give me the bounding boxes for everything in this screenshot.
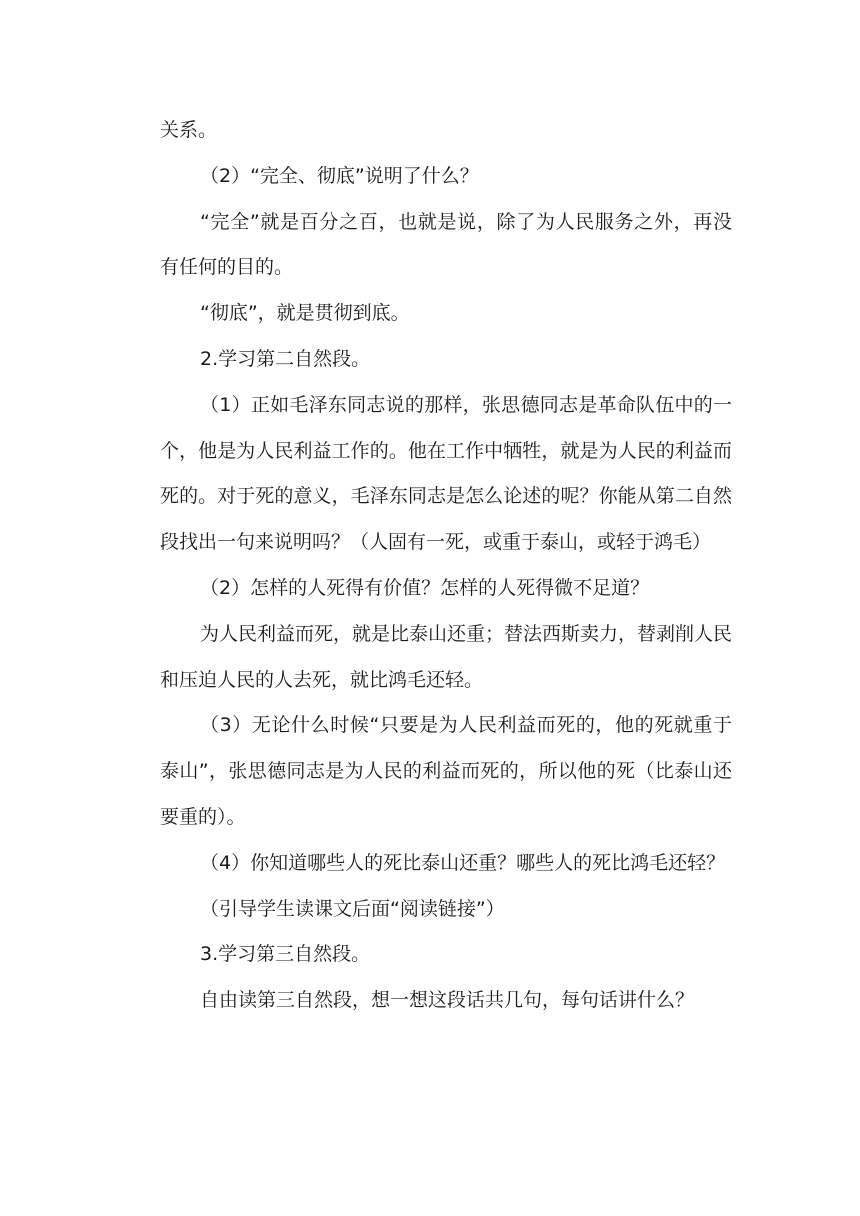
section-heading-2: 2.学习第二自然段。 xyxy=(200,347,371,370)
question-2-section-2: （2）怎样的人死得有价值？怎样的人死得微不足道？ xyxy=(200,576,650,599)
answer-value-of-death: 为人民利益而死，就是比泰山还重；替法西斯卖力，替剥削人民和压迫人民的人去死，就比鸿毛还轻。 xyxy=(160,622,733,691)
document-page xyxy=(160,108,732,1024)
reading-link-note: （引导学生读课文后面“阅读链接”） xyxy=(200,897,505,920)
answer-complete: “完全”就是百分之百，也就是说，除了为人民服务之外，再没有任何的目的。 xyxy=(160,210,732,279)
paragraph-continuation: 关系。 xyxy=(160,119,218,141)
instruction-section-3: 自由读第三自然段，想一想这段话共几句，每句话讲什么？ xyxy=(200,989,695,1012)
question-2: （2）“完全、彻底”说明了什么？ xyxy=(200,164,479,187)
answer-thorough: “彻底”，就是贯彻到底。 xyxy=(200,302,410,325)
question-4-section-2: （4）你知道哪些人的死比泰山还重？哪些人的死比鸿毛还轻？ xyxy=(200,851,726,874)
section-heading-3: 3.学习第三自然段。 xyxy=(200,943,371,966)
question-3-section-2: （3）无论什么时候“只要是为人民利益而死的，他的死就重于泰山”，张思德同志是为人民的利益而死的，所以他的死（比泰山还要重的）。 xyxy=(160,714,732,828)
question-1-section-2: （1）正如毛泽东同志说的那样，张思德同志是革命队伍中的一个，他是为人民利益工作的。他在工作中牺牲，就是为人民的利益而死的。对于死的意义，毛泽东同志是怎么论述的呢？你能从第二自然段找出一句来说明吗？（人固有一死，或重于泰山，或轻于鸿毛） xyxy=(160,393,732,554)
